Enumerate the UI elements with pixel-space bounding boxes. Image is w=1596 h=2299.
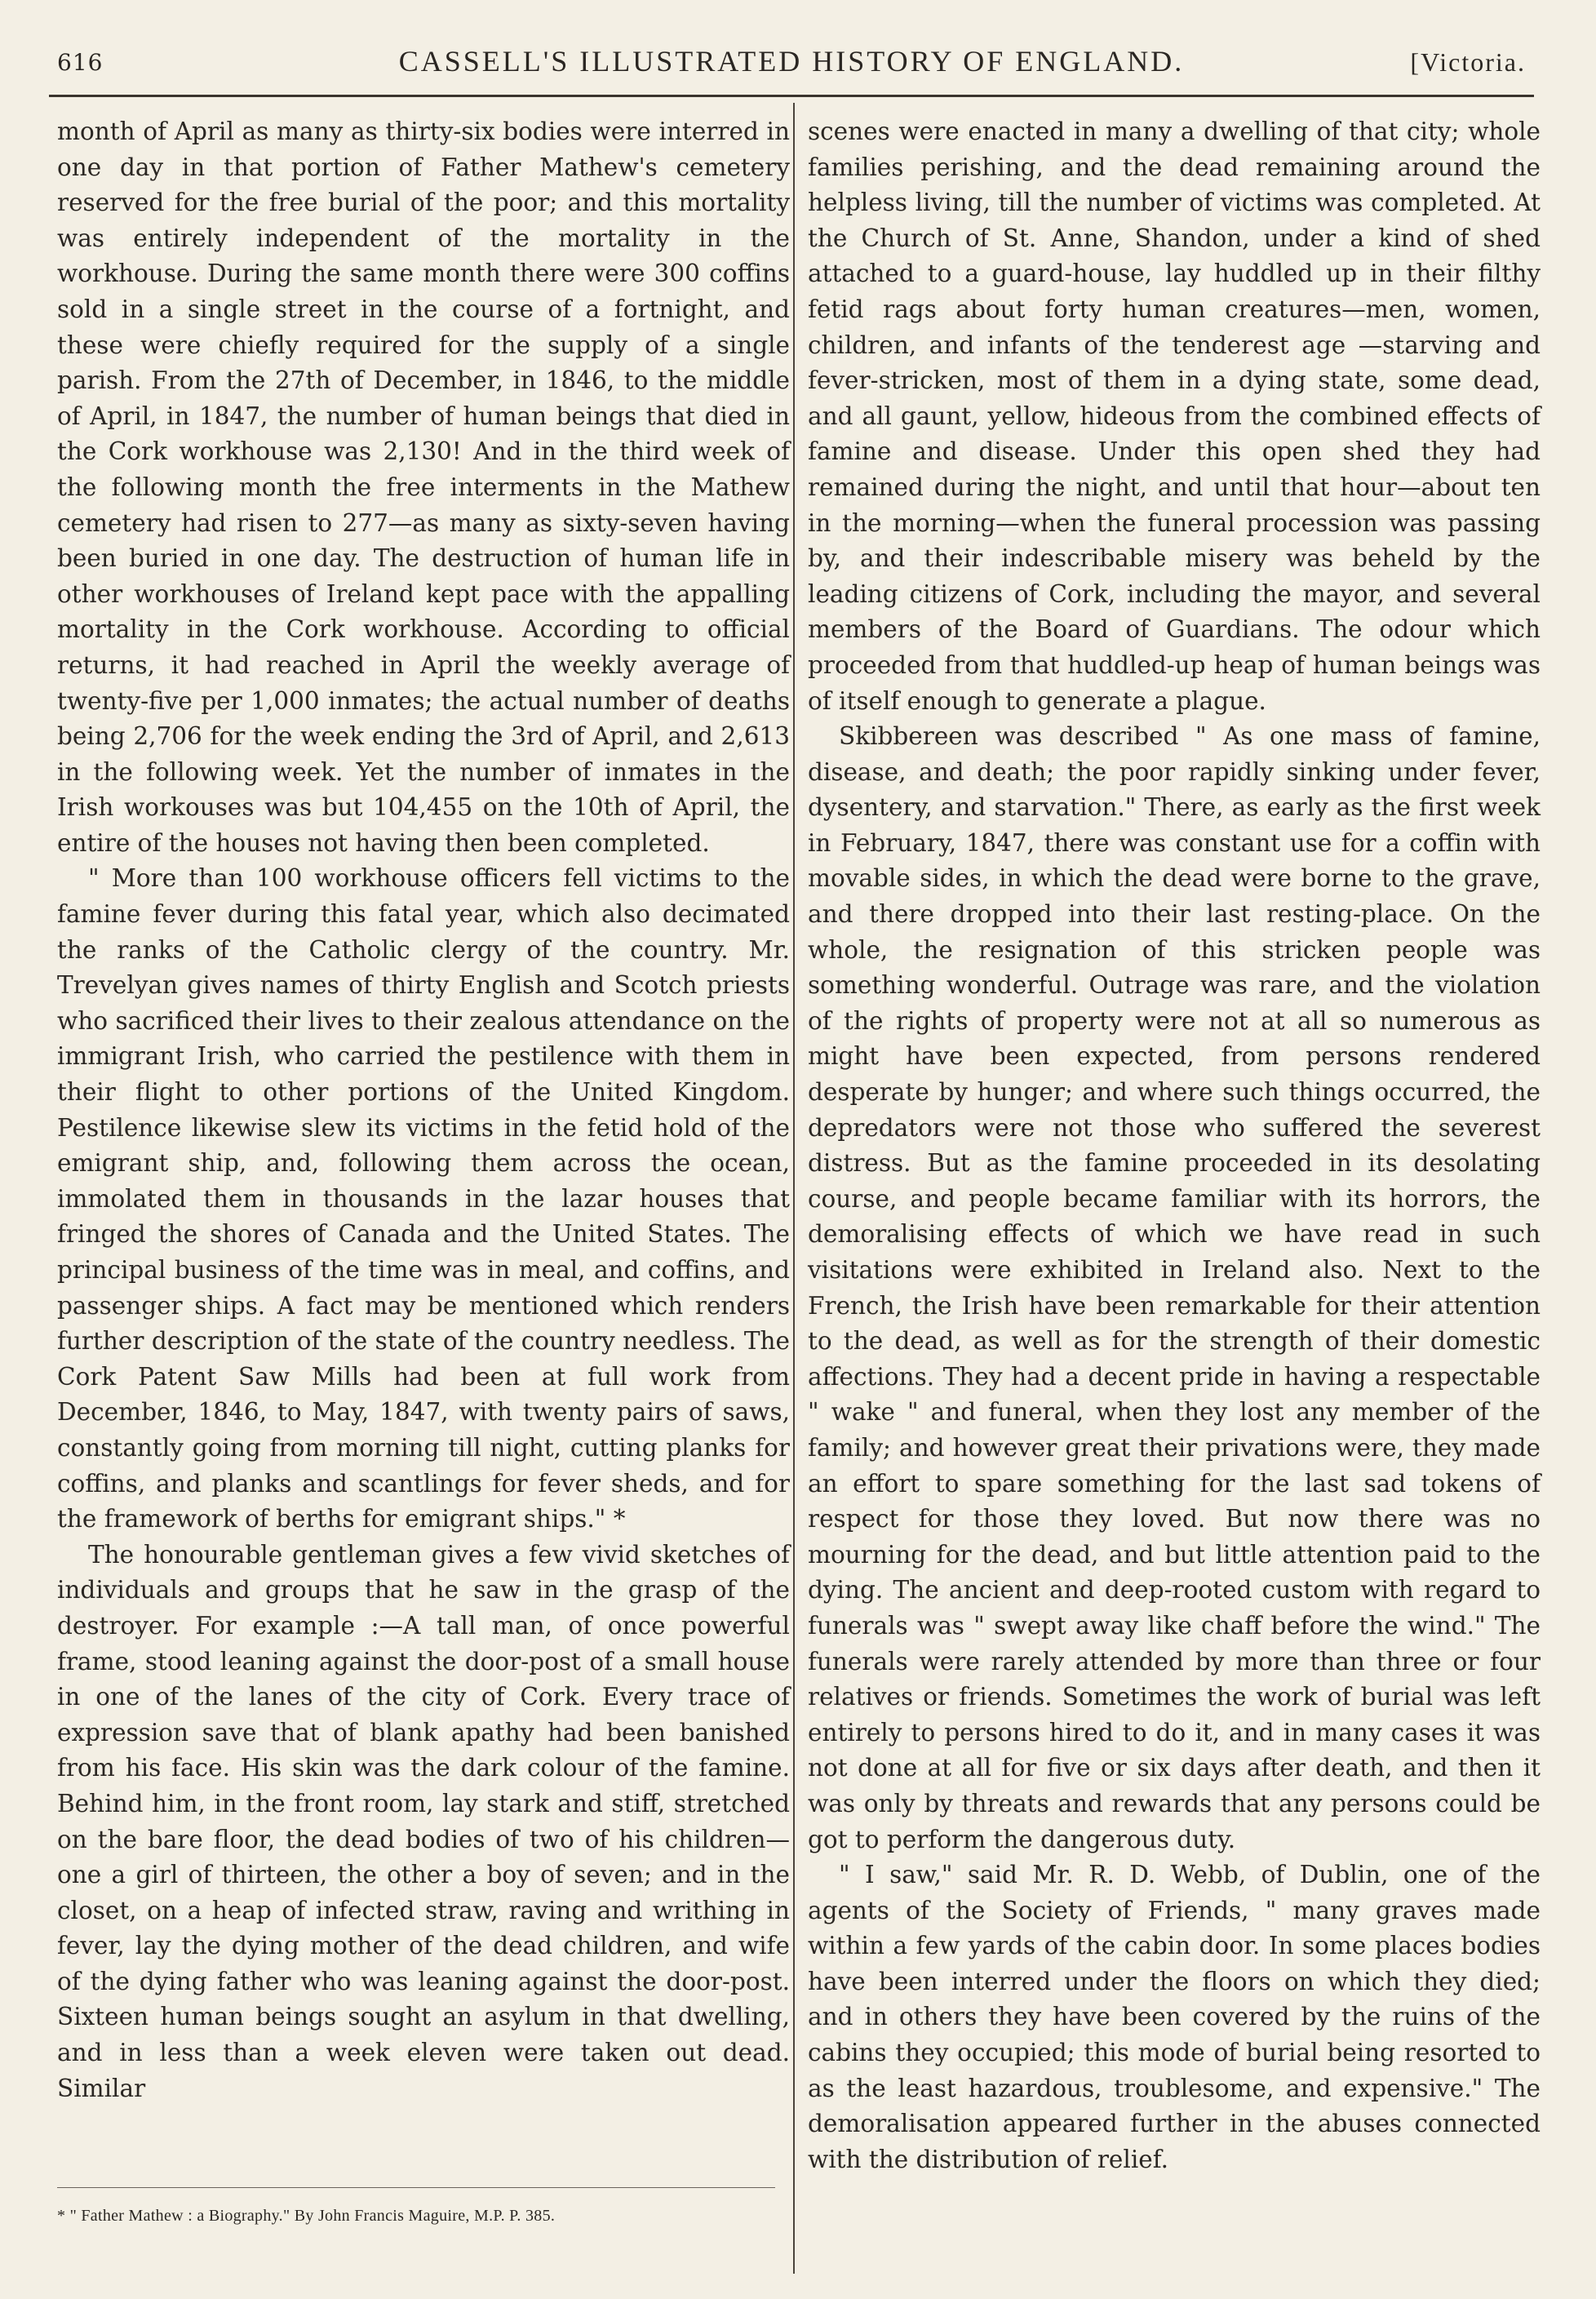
left-paragraph-1: month of April as many as thirty-six bodies were interred in one day in that portion of Father Mathew's cemetery reserved for the free burial of the poor; and this mortality was entirely independent of the mortality in the workhouse. During the same month there were 300 coffins sold in a single street in the course of a fortnight, and these were chiefly required for the supply of a single parish. From the 27th of December, in 1846, to the middle of April, in 1847, the number of human beings that died in the Cork workhouse was 2,130! And in the third week of the following month the free interments in the Mathew cemetery had risen to 277—as many as sixty-seven having been buried in one day. The destruction of human life in other workhouses of Ireland kept pace with the appalling mortality in the Cork workhouse. According to official returns, it had reached in April the weekly average of twenty-five per 1,000 inmates; the actual number of deaths being 2,706 for the week ending the 3rd of April, and 2,613 in the following week. Yet the number of inmates in the Irish workouses was but 104,455 on the 10th of April, the entire of the houses not having then been completed. bbox=[57, 118, 790, 857]
running-title: CASSELL'S ILLUSTRATED HISTORY OF ENGLAND. bbox=[398, 45, 1185, 78]
page-header bbox=[57, 42, 1526, 91]
header-rule bbox=[49, 95, 1534, 97]
right-paragraph-2: Skibbereen was described " As one mass of famine, disease, and death; the poor rapidly sinking under fever, dysentery, and starvation." There, as early as the first week in February, 1847, there was constant use for a coffin with movable sides, in which the dead were borne to the grave, and there dropped into their last resting-place. On the whole, the resignation of this stricken people was something wonderful. Outrage was rare, and the violation of the rights of property were not at all so numerous as might have been expected, from persons rendered desperate by hunger; and where such things occurred, the depredators were not those who suffered the severest distress. But as the famine proceeded in its desolating course, and people became familiar with its horrors, the demoralising effects of which we have read in such visitations were exhibited in Ireland also. Next to the French, the Irish have been remarkable for their attention to the dead, as well as for the strength of their domestic affections. They had a decent pride in having a respectable " wake " and funeral, when they lost any member of the family; and however great their privations were, they made an effort to spare something for the last sad tokens of respect for those they loved. But now there was no mourning for the dead, and but little attention paid to the dying. The ancient and deep-rooted custom with regard to funerals was " swept away like chaff before the wind." The funerals were rarely attended by more than three or four relatives or friends. Sometimes the work of burial was left entirely to persons hired to do it, and in many cases it was not done at all for five or six days after death, and then it was only by threats and rewards that any persons could be got to perform the dangerous duty. bbox=[808, 722, 1541, 1853]
right-paragraph-1: scenes were enacted in many a dwelling of that city; whole families perishing, and the dead remaining around the helpless living, till the number of victims was completed. At the Church of St. Anne, Shandon, under a kind of shed attached to a guard-house, lay huddled up in their filthy fetid rags about forty human creatures—men, women, children, and infants of the tenderest age —starving and fever-stricken, most of them in a dying state, some dead, and all gaunt, yellow, hideous from the combined effects of famine and disease. Under this open shed they had remained during the night, and until that hour—about ten in the morning—when the funeral procession was passing by, and their indescribable misery was beheld by the leading citizens of Cork, including the mayor, and several members of the Board of Guardians. The odour which proceeded from that huddled-up heap of human beings was of itself enough to generate a plague. bbox=[808, 118, 1541, 715]
left-paragraph-3: The honourable gentleman gives a few vivid sketches of individuals and groups that he saw in the grasp of the destroyer. For example :—A tall man, of once powerful frame, stood leaning against the door-post of a small house in one of the lanes of the city of Cork. Every trace of expression save that of blank apathy had been banished from his face. His skin was the dark colour of the famine. Behind him, in the front room, lay stark and stiff, stretched on the bare floor, the dead bodies of two of his children—one a girl of thirteen, the other a boy of seven; and in the closet, on a heap of infected straw, raving and writhing in fever, lay the dying mother of the dead children, and wife of the dying father who was leaning against the door-post. Sixteen human beings sought an asylum in that dwelling, and in less than a week eleven were taken out dead. Similar bbox=[57, 1540, 790, 2102]
page-number: 616 bbox=[57, 49, 104, 76]
left-paragraph-2: " More than 100 workhouse officers fell victims to the famine fever during this fatal year, which also decimated the ranks of the Catholic clergy of the country. Mr. Trevelyan gives names of thirty English and Scotch priests who sacrificed their lives to their zealous attendance on the immigrant Irish, who carried the pestilence with them in their flight to other portions of the United Kingdom. Pestilence likewise slew its victims in the fetid hold of the emigrant ship, and, following them across the ocean, immolated them in thousands in the lazar houses that fringed the shores of Canada and the United States. The principal business of the time was in meal, and coffins, and passenger ships. A fact may be mentioned which renders further description of the state of the country needless. The Cork Patent Saw Mills had been at full work from December, 1846, to May, 1847, with twenty pairs of saws, constantly going from morning till night, cutting planks for coffins, and planks and scantlings for fever sheds, and for the framework of berths for emigrant ships." * bbox=[57, 864, 790, 1533]
right-column bbox=[808, 114, 1541, 2177]
column-divider bbox=[793, 103, 795, 2274]
right-paragraph-3: " I saw," said Mr. R. D. Webb, of Dublin, one of the agents of the Society of Friends, " many graves made within a few yards of the cabin door. In some places bodies have been interred under the floors on which they died; and in others they have been covered by the ruins of the cabins they occupied; this mode of burial being resorted to as the least hazardous, troublesome, and expensive." The demoralisation appeared further in the abuses connected with the distribution of relief. bbox=[808, 1861, 1541, 2173]
running-section: [Victoria. bbox=[1410, 47, 1526, 77]
left-column bbox=[57, 114, 790, 2106]
footnote-rule bbox=[57, 2187, 775, 2188]
footnote: * " Father Mathew : a Biography." By John Francis Maguire, M.P. P. 385. bbox=[57, 2207, 556, 2225]
